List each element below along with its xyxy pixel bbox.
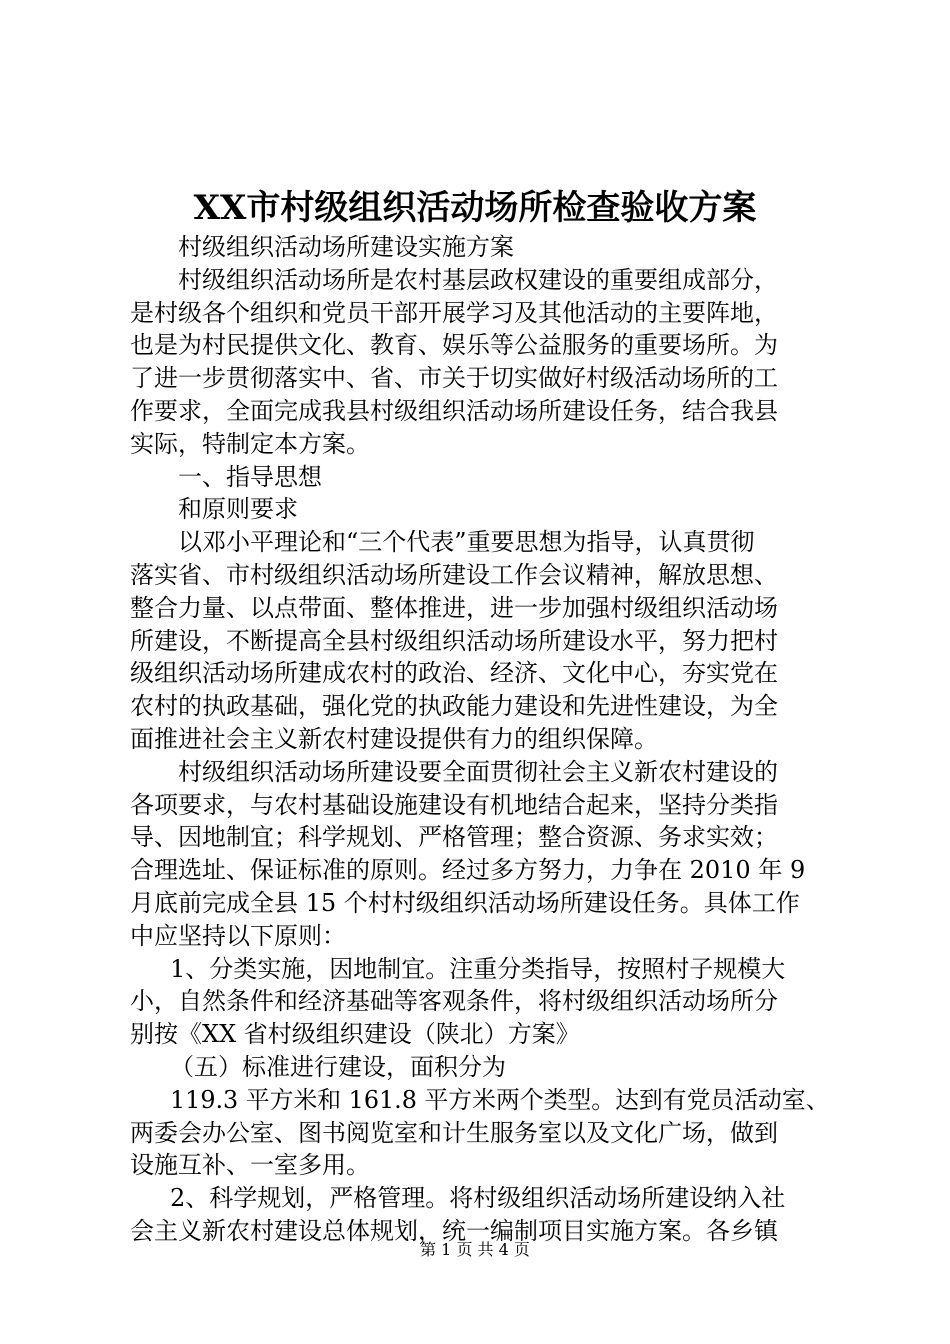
paragraph-line: 小，自然条件和经济基础等客观条件，将村级组织活动场所分	[130, 987, 778, 1016]
paragraph-line: 中应坚持以下原则：	[130, 921, 346, 950]
paragraph-line: 设施互补、一室多用。	[130, 1151, 370, 1180]
section-heading: 和原则要求	[178, 495, 298, 524]
paragraph-line: 整合力量、以点带面、整体推进，进一步加强村级组织活动场	[130, 593, 778, 622]
paragraph-line: 所建设，不断提高全县村级组织活动场所建设水平，努力把村	[130, 626, 778, 655]
paragraph-line: 会主义新农村建设总体规划，统一编制项目实施方案。各乡镇	[130, 1216, 778, 1245]
paragraph-line: 月底前完成全县 15 个村村级组织活动场所建设任务。具体工作	[130, 888, 800, 917]
paragraph-line: 面推进社会主义新农村建设提供有力的组织保障。	[130, 724, 658, 753]
paragraph-line: 村级组织活动场所是农村基层政权建设的重要组成部分，	[178, 265, 778, 294]
page-footer: 第 1 页 共 4 页	[420, 1240, 530, 1259]
paragraph-line: 级组织活动场所建成农村的政治、经济、文化中心，夯实党在	[130, 659, 778, 688]
paragraph-line: （五）标准进行建设，面积分为	[170, 1052, 506, 1081]
paragraph-line: 2、科学规划，严格管理。将村级组织活动场所建设纳入社	[170, 1184, 786, 1213]
paragraph-line: 也是为村民提供文化、教育、娱乐等公益服务的重要场所。为	[130, 331, 778, 360]
section-heading: 一、指导思想	[178, 462, 322, 491]
paragraph-line: 以邓小平理论和“三个代表”重要思想为指导，认真贯彻	[178, 528, 755, 557]
paragraph-line: 农村的执政基础，强化党的执政能力建设和先进性建设，为全	[130, 692, 778, 721]
paragraph-line: 119.3 平方米和 161.8 平方米两个类型。达到有党员活动室、	[170, 1085, 830, 1114]
paragraph-line: 别按《XX 省村级组织建设（陕北）方案》	[130, 1020, 580, 1049]
paragraph-line: 是村级各个组织和党员干部开展学习及其他活动的主要阵地，	[130, 298, 778, 327]
document-body	[130, 231, 830, 1248]
paragraph-line: 了进一步贯彻落实中、省、市关于切实做好村级活动场所的工	[130, 364, 778, 393]
paragraph-line: 村级组织活动场所建设实施方案	[178, 233, 514, 261]
paragraph-line: 各项要求，与农村基础设施建设有机地结合起来，坚持分类指	[130, 790, 778, 819]
paragraph-line: 两委会办公室、图书阅览室和计生服务室以及文化广场，做到	[130, 1118, 778, 1147]
paragraph-line: 实际，特制定本方案。	[130, 429, 370, 458]
paragraph-line: 合理选址、保证标准的原则。经过多方努力，力争在 2010 年 9	[130, 856, 806, 885]
paragraph-line: 导、因地制宜；科学规划、严格管理；整合资源、务求实效；	[130, 823, 778, 852]
paragraph-line: 作要求，全面完成我县村级组织活动场所建设任务，结合我县	[130, 396, 778, 425]
document-title: XX市村级组织活动场所检查验收方案	[193, 188, 757, 228]
paragraph-line: 1、分类实施，因地制宜。注重分类指导，按照村子规模大	[170, 954, 786, 983]
paragraph-line: 落实省、市村级组织活动场所建设工作会议精神，解放思想、	[130, 560, 778, 589]
paragraph-line: 村级组织活动场所建设要全面贯彻社会主义新农村建设的	[178, 757, 778, 786]
